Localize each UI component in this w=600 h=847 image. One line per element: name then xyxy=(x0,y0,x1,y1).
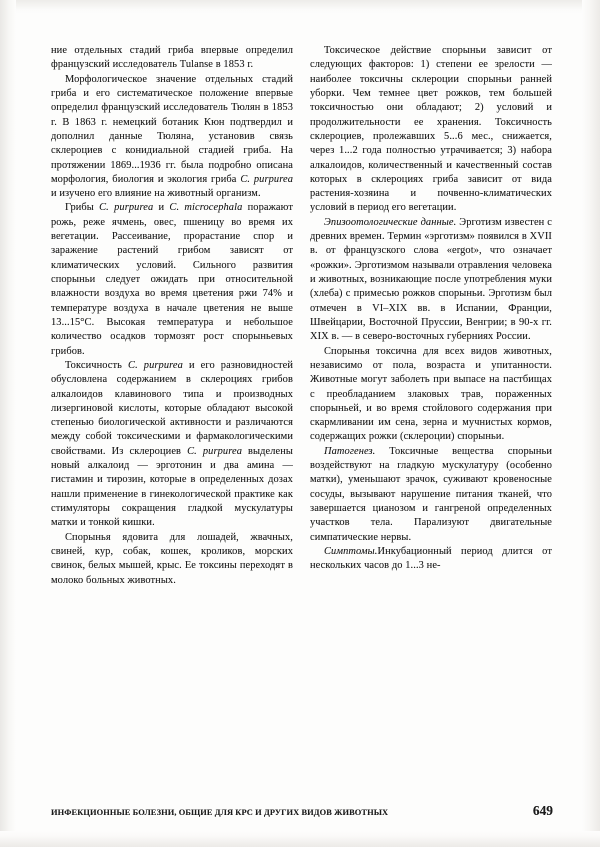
italic-term: Патогенез. xyxy=(324,445,376,457)
paragraph xyxy=(310,216,552,345)
text-run: и изучено его влияние на животный организм. xyxy=(51,188,261,200)
text-run: Токсичные вещества спорыньи воздействуют на гладкую мускулатуру (особенно матки), уменьшают зрачок, суживают кровеносные сосуды, вызывают нарушение питания тканей, что завершается цианозом и гангреной определенных участков тела. Парализуют двигательные симпатические нервы. xyxy=(310,445,552,543)
page-edge-shading-left xyxy=(0,0,16,847)
paragraph xyxy=(51,359,293,531)
paragraph xyxy=(310,44,552,216)
two-column-text-body xyxy=(51,44,553,774)
page-footer xyxy=(51,803,553,819)
text-run: и его разновидностей обусловлена содержанием в склероциях грибов алкалоидов клавинового типа и производных лизергиновой кислоты, которые обладают высокой степенью биологической активности и различаются между собой токсическими и фармакологическими свойствами. Из склероциев xyxy=(51,359,294,457)
paragraph xyxy=(51,44,293,73)
italic-term: C. purpurea xyxy=(187,445,242,457)
paragraph xyxy=(310,445,552,545)
text-run: Токсическое действие спорыньи зависит от следующих факторов: 1) степени ее зрелости — наиболее токсичны склероции спорыньи ранней уборки. Чем темнее цвет рожков, тем большей токсичностью они обладают; 2) условий и продолжительности ее хранения. Токсичность склероциев, пролежавших 5...6 мес., снижается, через 1...2 года полностью утрачивается; 3) набора алкалоидов, количественный и качественный состав которых в склероциях гриба зависит от вида растения-хозяина и почвенно-климатических условий в период его вегетации. xyxy=(310,45,552,214)
text-run: Грибы xyxy=(65,202,100,214)
paragraph xyxy=(310,545,552,574)
italic-term: Симптомы. xyxy=(324,545,378,557)
page-edge-shading-top xyxy=(0,0,600,14)
text-run: Спорынья ядовита для лошадей, жвачных, свиней, кур, собак, кошек, кроликов, морских свинок, белых мышей, крыс. Ее токсины переходят в молоко больных животных. xyxy=(51,531,293,586)
italic-term: C. purpurea xyxy=(128,359,183,371)
page-edge-shading-bottom xyxy=(0,831,600,847)
italic-term: C. microcephala xyxy=(169,202,243,214)
text-run: Инкубационный период длится от нескольких часов до 1...3 не- xyxy=(310,545,552,572)
text-run: Морфологическое значение отдельных стадий гриба и его систематическое положение впервые определил французский исследователь Тюлян в 1853 г. В 1863 г. немецкий ботаник Кюн подтвердил и дополнил данные Тюляна, установив связь склероциев с конидиальной стадией гриба. На протяжении 1869...1936 гг. была подробно описана морфология, биология и экология гриба xyxy=(51,73,293,185)
running-head: ИНФЕКЦИОННЫЕ БОЛЕЗНИ, ОБЩИЕ ДЛЯ КРС И ДРУГИХ ВИДОВ ЖИВОТНЫХ xyxy=(51,808,389,817)
italic-term: C. purpurea xyxy=(99,202,154,214)
page-edge-shading-right xyxy=(582,0,600,847)
text-run: выделены новый алкалоид — эрготонин и два амина — гистамин и тирозин, которые в определенных дозах нашли применение в гинекологической практике как стимуляторы сокращения гладкой мускулатуры матки и тонкой кишки. xyxy=(51,445,293,529)
text-run: ние отдельных стадий гриба впервые определил французский исследователь Tulanse в 1853 г. xyxy=(51,45,293,71)
right-text-column xyxy=(310,44,552,774)
paragraph xyxy=(51,73,293,202)
text-run: Спорынья токсична для всех видов животных, независимо от пола, возраста и упитанности. Животные могут заболеть при выпасе на пастбищах с преобладанием злаковых трав, пораженных спорыньей, и во время стойлового содержания при скармливании им сена, зерна и мучнистых кормов, содержащих рожки (склероции) спорыньи. xyxy=(310,345,552,443)
italic-term: Эпизоотологические данные. xyxy=(324,216,457,228)
text-run: и xyxy=(153,202,170,214)
paragraph xyxy=(51,201,293,358)
paragraph xyxy=(310,345,552,445)
paragraph xyxy=(51,531,293,588)
text-run: Токсичность xyxy=(65,359,129,371)
italic-term: C. purpurea xyxy=(240,173,293,185)
text-run: поражают рожь, реже ячмень, овес, пшеницу во время их вегетации. Рассеивание, прорастание спор и заражение растений грибом зависят от климатических условий. Сильного развития спорыньи следует ожидать при относительной влажности воздуха во время цветения ржи 74% и температуре воздуха в начале цветения не выше 13...15°С. Высокая температура и небольшое количество осадков тормозят рост спорыньевых грибов. xyxy=(51,202,293,357)
left-text-column xyxy=(51,44,293,774)
page-number: 649 xyxy=(532,803,553,818)
text-run: Эрготизм известен с древних времен. Термин «эрготизм» появился в XVII в. от французского слова «ergot», что означает «рожки». Эрготизмом называли отравления человека и животных, возникающие после употребления муки (хлеба) с примесью рожков спорыньи. Эрготизм был отмечен в VI–XIX вв. в Испании, Франции, Швейцарии, Восточной Пруссии, Венгрии; в 90-х гг. XIX в. — в северо-восточных губерниях России. xyxy=(310,216,552,343)
